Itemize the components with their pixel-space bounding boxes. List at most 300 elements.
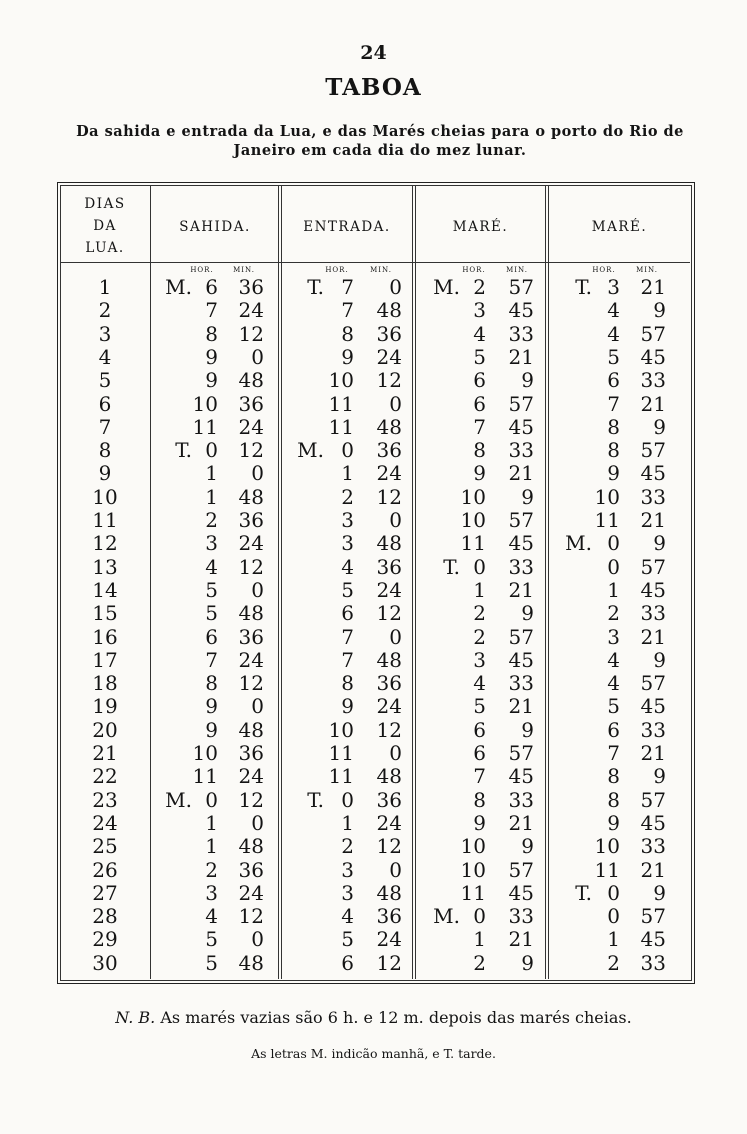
cell-sahida-min: 36 <box>238 275 264 299</box>
cell-entrada-min: 0 <box>389 857 402 882</box>
cell-dia: 30 <box>92 950 118 975</box>
cell-mare2-period: T. <box>575 880 592 905</box>
cell-entrada-hour: 7 <box>341 624 354 649</box>
cell-mare1-hour: 10 <box>460 834 486 859</box>
cell-mare1-min: 33 <box>508 438 534 463</box>
cell-mare2-min: 9 <box>653 647 666 672</box>
subheader-hor: HOR. <box>592 266 616 274</box>
cell-sahida-min: 12 <box>238 321 264 346</box>
cell-sahida-min: 36 <box>238 508 264 532</box>
cell-dia: 8 <box>98 438 112 463</box>
cell-mare1-hour: 10 <box>460 484 486 509</box>
cell-mare2-period: M. <box>565 531 592 556</box>
cell-mare1-hour: 7 <box>473 764 486 789</box>
cell-mare1-hour: 8 <box>473 438 486 463</box>
cell-entrada-min: 24 <box>376 461 402 486</box>
cell-entrada-hour: 7 <box>341 647 354 672</box>
note-nb-label: N. B. <box>115 1008 156 1027</box>
cell-sahida-min: 24 <box>238 298 264 323</box>
cell-mare1-hour: 5 <box>473 344 486 369</box>
cell-entrada-min: 36 <box>376 554 402 579</box>
cell-mare2-hour: 10 <box>594 834 620 859</box>
cell-mare2-hour: 3 <box>607 624 620 649</box>
cell-sahida-min: 24 <box>238 880 264 905</box>
cell-entrada-min: 48 <box>376 531 402 556</box>
cell-mare1-min: 9 <box>521 950 534 975</box>
cell-entrada-hour: 11 <box>328 391 354 416</box>
cell-mare2-period: T. <box>575 275 592 299</box>
cell-mare2-hour: 4 <box>607 321 620 346</box>
cell-mare2-min: 21 <box>640 857 666 882</box>
cell-sahida-hour: 1 <box>205 484 218 509</box>
cell-mare1-min: 21 <box>508 927 534 952</box>
cell-dia: 2 <box>98 298 112 323</box>
cell-mare1-hour: 2 <box>473 601 486 626</box>
cell-sahida-min: 48 <box>238 717 264 742</box>
cell-mare1-min: 57 <box>508 741 534 765</box>
cell-dia: 22 <box>92 764 118 789</box>
cell-entrada-min: 48 <box>376 298 402 323</box>
cell-entrada-hour: 3 <box>341 857 354 882</box>
cell-entrada-hour: 7 <box>341 275 354 299</box>
cell-mare1-min: 9 <box>521 717 534 742</box>
cell-sahida-hour: 8 <box>205 671 218 696</box>
cell-entrada-hour: 0 <box>341 438 354 463</box>
cell-sahida-min: 0 <box>251 810 264 835</box>
cell-mare2-hour: 4 <box>607 647 620 672</box>
subheader-min: MIN. <box>233 266 255 274</box>
cell-sahida-hour: 5 <box>205 927 218 952</box>
cell-dia: 26 <box>92 857 118 882</box>
cell-mare2-min: 9 <box>653 531 666 556</box>
cell-mare1-hour: 2 <box>473 624 486 649</box>
cell-mare2-min: 21 <box>640 624 666 649</box>
cell-dia: 19 <box>92 694 118 719</box>
cell-entrada-min: 24 <box>376 577 402 602</box>
column-divider <box>545 185 549 979</box>
cell-dia: 24 <box>92 810 118 835</box>
cell-sahida-hour: 6 <box>205 624 218 649</box>
cell-mare1-hour: 6 <box>473 368 486 393</box>
cell-mare1-min: 33 <box>508 671 534 696</box>
page-title: TABOA <box>325 74 422 101</box>
cell-sahida-hour: 1 <box>205 810 218 835</box>
cell-sahida-hour: 10 <box>192 741 218 765</box>
cell-mare2-min: 57 <box>640 787 666 812</box>
column-divider <box>150 185 151 979</box>
cell-dia: 10 <box>92 484 118 509</box>
cell-sahida-hour: 7 <box>205 647 218 672</box>
subheader-hor: HOR. <box>190 266 214 274</box>
cell-mare2-hour: 11 <box>594 508 620 532</box>
cell-dia: 20 <box>92 717 118 742</box>
cell-entrada-min: 48 <box>376 647 402 672</box>
cell-mare1-min: 45 <box>508 414 534 439</box>
cell-mare2-min: 45 <box>640 927 666 952</box>
cell-sahida-min: 12 <box>238 554 264 579</box>
cell-mare1-min: 21 <box>508 344 534 369</box>
cell-sahida-hour: 5 <box>205 950 218 975</box>
cell-entrada-hour: 4 <box>341 554 354 579</box>
cell-mare1-min: 9 <box>521 834 534 859</box>
cell-dia: 16 <box>92 624 118 649</box>
cell-entrada-min: 0 <box>389 275 402 299</box>
cell-entrada-hour: 9 <box>341 694 354 719</box>
cell-entrada-period: T. <box>307 787 324 812</box>
cell-mare1-min: 57 <box>508 624 534 649</box>
cell-sahida-hour: 2 <box>205 857 218 882</box>
cell-mare2-min: 33 <box>640 601 666 626</box>
cell-mare1-hour: 6 <box>473 391 486 416</box>
cell-sahida-hour: 1 <box>205 834 218 859</box>
cell-sahida-hour: 10 <box>192 391 218 416</box>
cell-dia: 9 <box>98 461 112 486</box>
cell-mare2-hour: 6 <box>607 717 620 742</box>
cell-entrada-min: 0 <box>389 508 402 532</box>
subtitle-line-1: Da sahida e entrada da Lua, e das Marés cheias para o porto do Rio de <box>76 123 684 140</box>
cell-mare2-hour: 5 <box>607 694 620 719</box>
cell-dia: 7 <box>98 414 112 439</box>
cell-entrada-hour: 4 <box>341 904 354 929</box>
cell-mare2-hour: 0 <box>607 531 620 556</box>
cell-entrada-min: 36 <box>376 438 402 463</box>
cell-mare2-min: 45 <box>640 694 666 719</box>
cell-mare1-hour: 10 <box>460 857 486 882</box>
cell-mare1-min: 57 <box>508 508 534 532</box>
cell-entrada-hour: 3 <box>341 508 354 532</box>
header-dias-line-3: LUA. <box>85 240 125 256</box>
cell-mare1-hour: 11 <box>460 531 486 556</box>
cell-sahida-min: 48 <box>238 368 264 393</box>
cell-entrada-min: 12 <box>376 601 402 626</box>
cell-entrada-min: 0 <box>389 391 402 416</box>
cell-mare1-hour: 2 <box>473 275 486 299</box>
cell-mare2-hour: 0 <box>607 904 620 929</box>
cell-mare2-min: 9 <box>653 298 666 323</box>
cell-sahida-hour: 0 <box>205 438 218 463</box>
cell-mare1-hour: 9 <box>473 810 486 835</box>
cell-mare1-period: M. <box>433 275 460 299</box>
cell-mare1-min: 21 <box>508 461 534 486</box>
cell-entrada-min: 48 <box>376 764 402 789</box>
cell-dia: 11 <box>92 508 118 532</box>
cell-mare2-min: 33 <box>640 834 666 859</box>
cell-entrada-min: 0 <box>389 741 402 765</box>
cell-sahida-min: 24 <box>238 531 264 556</box>
cell-mare1-hour: 8 <box>473 787 486 812</box>
cell-entrada-min: 36 <box>376 671 402 696</box>
cell-sahida-hour: 9 <box>205 694 218 719</box>
cell-sahida-period: M. <box>165 275 192 299</box>
cell-mare2-min: 33 <box>640 717 666 742</box>
cell-sahida-hour: 5 <box>205 577 218 602</box>
cell-mare2-min: 33 <box>640 950 666 975</box>
cell-dia: 3 <box>98 321 112 346</box>
header-dias-line-2: DA <box>93 218 117 234</box>
cell-entrada-min: 12 <box>376 368 402 393</box>
subheader-hor: HOR. <box>462 266 486 274</box>
cell-entrada-hour: 11 <box>328 414 354 439</box>
cell-entrada-hour: 1 <box>341 461 354 486</box>
cell-mare1-min: 33 <box>508 787 534 812</box>
cell-entrada-min: 36 <box>376 904 402 929</box>
cell-mare2-hour: 7 <box>607 391 620 416</box>
cell-mare2-hour: 3 <box>607 275 620 299</box>
cell-entrada-hour: 3 <box>341 531 354 556</box>
cell-mare2-hour: 0 <box>607 880 620 905</box>
header-separator <box>60 262 690 263</box>
cell-entrada-hour: 2 <box>341 834 354 859</box>
cell-mare1-hour: 9 <box>473 461 486 486</box>
cell-mare1-min: 21 <box>508 694 534 719</box>
cell-mare2-hour: 6 <box>607 368 620 393</box>
cell-mare1-min: 45 <box>508 647 534 672</box>
cell-mare2-min: 57 <box>640 904 666 929</box>
cell-sahida-min: 12 <box>238 904 264 929</box>
cell-sahida-hour: 3 <box>205 531 218 556</box>
cell-mare2-hour: 2 <box>607 601 620 626</box>
cell-mare2-hour: 8 <box>607 438 620 463</box>
cell-entrada-min: 12 <box>376 950 402 975</box>
cell-mare1-hour: 1 <box>473 927 486 952</box>
note-nb-text: As marés vazias são 6 h. e 12 m. depois das marés cheias. <box>160 1008 632 1027</box>
cell-entrada-hour: 7 <box>341 298 354 323</box>
subheader-min: MIN. <box>506 266 528 274</box>
cell-mare2-min: 57 <box>640 671 666 696</box>
cell-sahida-min: 36 <box>238 391 264 416</box>
cell-sahida-hour: 9 <box>205 368 218 393</box>
cell-mare2-hour: 5 <box>607 344 620 369</box>
cell-mare1-hour: 2 <box>473 950 486 975</box>
column-divider <box>412 185 416 979</box>
cell-mare2-min: 57 <box>640 554 666 579</box>
cell-entrada-hour: 6 <box>341 601 354 626</box>
cell-mare2-hour: 0 <box>607 554 620 579</box>
cell-entrada-period: T. <box>307 275 324 299</box>
cell-mare1-min: 45 <box>508 531 534 556</box>
cell-entrada-hour: 2 <box>341 484 354 509</box>
header-sahida: SAHIDA. <box>179 219 251 235</box>
cell-mare1-hour: 3 <box>473 298 486 323</box>
cell-dia: 28 <box>92 904 118 929</box>
cell-mare2-min: 9 <box>653 880 666 905</box>
cell-mare2-min: 57 <box>640 321 666 346</box>
cell-sahida-period: T. <box>175 438 192 463</box>
cell-dia: 15 <box>92 601 118 626</box>
cell-entrada-min: 48 <box>376 414 402 439</box>
cell-entrada-min: 12 <box>376 834 402 859</box>
cell-mare2-min: 45 <box>640 461 666 486</box>
cell-dia: 29 <box>92 927 118 952</box>
cell-mare2-hour: 8 <box>607 764 620 789</box>
cell-mare2-hour: 4 <box>607 298 620 323</box>
cell-mare2-hour: 11 <box>594 857 620 882</box>
cell-sahida-min: 36 <box>238 741 264 765</box>
cell-entrada-min: 0 <box>389 624 402 649</box>
cell-sahida-min: 0 <box>251 577 264 602</box>
cell-mare2-min: 21 <box>640 741 666 765</box>
cell-entrada-period: M. <box>297 438 324 463</box>
cell-mare1-period: M. <box>433 904 460 929</box>
cell-sahida-min: 48 <box>238 484 264 509</box>
cell-entrada-hour: 10 <box>328 368 354 393</box>
cell-dia: 13 <box>92 554 118 579</box>
cell-entrada-min: 24 <box>376 694 402 719</box>
cell-entrada-min: 12 <box>376 717 402 742</box>
cell-mare1-hour: 0 <box>473 554 486 579</box>
cell-entrada-min: 24 <box>376 810 402 835</box>
cell-mare1-min: 9 <box>521 484 534 509</box>
cell-dia: 21 <box>92 741 118 765</box>
cell-mare1-hour: 7 <box>473 414 486 439</box>
cell-sahida-hour: 9 <box>205 717 218 742</box>
cell-mare2-min: 21 <box>640 508 666 532</box>
cell-sahida-min: 12 <box>238 787 264 812</box>
cell-mare1-period: T. <box>443 554 460 579</box>
cell-mare1-hour: 6 <box>473 717 486 742</box>
cell-dia: 6 <box>98 391 112 416</box>
cell-sahida-hour: 9 <box>205 344 218 369</box>
cell-mare2-hour: 9 <box>607 461 620 486</box>
cell-entrada-min: 48 <box>376 880 402 905</box>
cell-sahida-hour: 7 <box>205 298 218 323</box>
cell-mare2-hour: 2 <box>607 950 620 975</box>
cell-sahida-min: 36 <box>238 857 264 882</box>
note-nb <box>0 1008 747 1027</box>
cell-entrada-hour: 0 <box>341 787 354 812</box>
cell-entrada-min: 24 <box>376 344 402 369</box>
cell-sahida-hour: 11 <box>192 764 218 789</box>
cell-sahida-hour: 4 <box>205 554 218 579</box>
cell-entrada-hour: 6 <box>341 950 354 975</box>
cell-sahida-min: 0 <box>251 694 264 719</box>
subheader-hor: HOR. <box>325 266 349 274</box>
cell-mare1-hour: 4 <box>473 671 486 696</box>
cell-sahida-hour: 5 <box>205 601 218 626</box>
cell-entrada-min: 24 <box>376 927 402 952</box>
cell-dia: 25 <box>92 834 118 859</box>
cell-mare2-hour: 9 <box>607 810 620 835</box>
cell-sahida-hour: 0 <box>205 787 218 812</box>
cell-dia: 5 <box>98 368 112 393</box>
cell-entrada-hour: 1 <box>341 810 354 835</box>
cell-sahida-min: 48 <box>238 601 264 626</box>
cell-entrada-min: 36 <box>376 321 402 346</box>
cell-mare2-hour: 1 <box>607 927 620 952</box>
cell-dia: 4 <box>98 344 112 369</box>
cell-entrada-hour: 9 <box>341 344 354 369</box>
cell-mare2-hour: 8 <box>607 787 620 812</box>
cell-mare1-hour: 11 <box>460 880 486 905</box>
cell-entrada-min: 36 <box>376 787 402 812</box>
page-number: 24 <box>360 42 387 64</box>
column-divider <box>278 185 282 979</box>
cell-mare1-min: 9 <box>521 368 534 393</box>
cell-dia: 18 <box>92 671 118 696</box>
cell-sahida-min: 0 <box>251 344 264 369</box>
cell-mare2-min: 21 <box>640 275 666 299</box>
cell-sahida-period: M. <box>165 787 192 812</box>
cell-mare2-min: 9 <box>653 414 666 439</box>
cell-sahida-min: 0 <box>251 461 264 486</box>
cell-mare2-min: 45 <box>640 577 666 602</box>
cell-entrada-hour: 8 <box>341 671 354 696</box>
header-mare-1: MARÉ. <box>452 219 509 235</box>
cell-dia: 23 <box>92 787 118 812</box>
cell-sahida-hour: 4 <box>205 904 218 929</box>
cell-mare2-min: 33 <box>640 484 666 509</box>
cell-sahida-min: 36 <box>238 624 264 649</box>
cell-entrada-hour: 10 <box>328 717 354 742</box>
cell-sahida-min: 0 <box>251 927 264 952</box>
cell-mare1-min: 21 <box>508 577 534 602</box>
cell-mare1-hour: 1 <box>473 577 486 602</box>
cell-mare1-hour: 10 <box>460 508 486 532</box>
table-subtitle <box>60 122 700 160</box>
cell-mare1-min: 33 <box>508 321 534 346</box>
cell-mare2-hour: 4 <box>607 671 620 696</box>
cell-sahida-hour: 2 <box>205 508 218 532</box>
cell-mare2-hour: 7 <box>607 741 620 765</box>
cell-mare1-min: 45 <box>508 764 534 789</box>
cell-mare2-min: 9 <box>653 764 666 789</box>
cell-mare1-min: 45 <box>508 880 534 905</box>
cell-mare2-min: 45 <box>640 344 666 369</box>
cell-entrada-hour: 8 <box>341 321 354 346</box>
cell-mare1-hour: 6 <box>473 741 486 765</box>
cell-mare1-hour: 0 <box>473 904 486 929</box>
cell-sahida-hour: 6 <box>205 275 218 299</box>
cell-sahida-hour: 11 <box>192 414 218 439</box>
cell-mare1-hour: 4 <box>473 321 486 346</box>
cell-entrada-hour: 11 <box>328 764 354 789</box>
subheader-min: MIN. <box>370 266 392 274</box>
cell-dia: 1 <box>98 275 112 299</box>
cell-sahida-hour: 8 <box>205 321 218 346</box>
cell-mare2-min: 21 <box>640 391 666 416</box>
cell-entrada-hour: 11 <box>328 741 354 765</box>
cell-entrada-min: 12 <box>376 484 402 509</box>
header-mare-2: MARÉ. <box>591 219 648 235</box>
cell-mare1-min: 33 <box>508 554 534 579</box>
cell-dia: 27 <box>92 880 118 905</box>
cell-mare2-min: 45 <box>640 810 666 835</box>
cell-mare1-min: 57 <box>508 857 534 882</box>
cell-sahida-min: 12 <box>238 671 264 696</box>
cell-sahida-hour: 1 <box>205 461 218 486</box>
cell-mare1-min: 33 <box>508 904 534 929</box>
subheader-min: MIN. <box>636 266 658 274</box>
cell-sahida-min: 24 <box>238 647 264 672</box>
header-entrada: ENTRADA. <box>303 219 391 235</box>
cell-mare1-hour: 5 <box>473 694 486 719</box>
cell-sahida-hour: 3 <box>205 880 218 905</box>
header-dias-line-1: DIAS <box>84 196 126 212</box>
cell-sahida-min: 24 <box>238 764 264 789</box>
note-letters: As letras M. indicão manhã, e T. tarde. <box>251 1046 496 1061</box>
cell-dia: 12 <box>92 531 118 556</box>
header-dias <box>62 193 148 259</box>
cell-mare1-min: 21 <box>508 810 534 835</box>
cell-sahida-min: 24 <box>238 414 264 439</box>
subtitle-line-2: Janeiro em cada dia do mez lunar. <box>233 142 527 159</box>
cell-dia: 17 <box>92 647 118 672</box>
cell-mare1-min: 57 <box>508 275 534 299</box>
cell-mare1-min: 9 <box>521 601 534 626</box>
cell-entrada-hour: 5 <box>341 577 354 602</box>
cell-mare1-min: 45 <box>508 298 534 323</box>
cell-mare2-hour: 1 <box>607 577 620 602</box>
